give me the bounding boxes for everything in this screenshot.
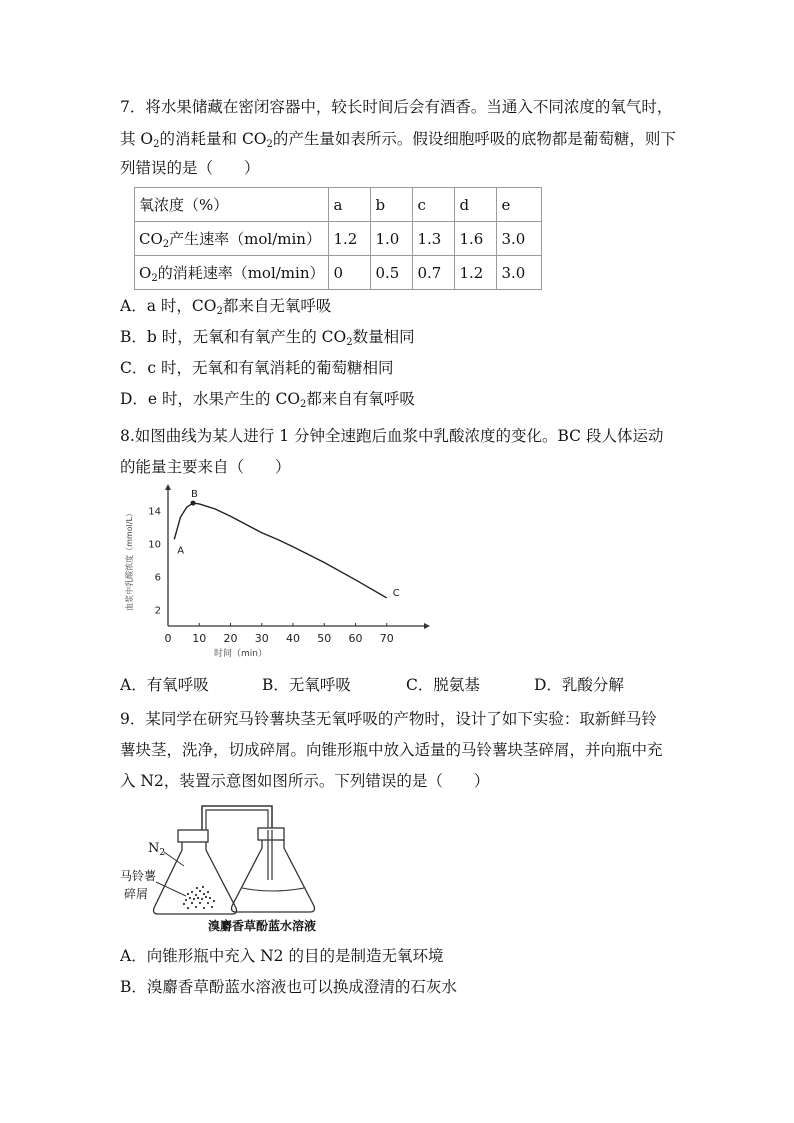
- apparatus-diagram: [118, 800, 438, 935]
- subscript-2: 2: [266, 139, 273, 150]
- y-tick-label: 6: [154, 572, 161, 584]
- row-label-a: CO: [139, 230, 163, 248]
- q7-option-a: [120, 295, 331, 317]
- table-cell: 0: [329, 256, 371, 290]
- point-label-c: C: [392, 587, 400, 599]
- y-axis-label: 血浆中乳酸浓度（mmol/L）: [125, 509, 134, 611]
- q7-stem-text-2c: 的产生量如表所示。假设细胞呼吸的底物都是葡萄糖，则下: [272, 130, 676, 148]
- option-text: C．c 时，无氧和有氧消耗的葡萄糖相同: [120, 359, 394, 377]
- option-text: D．e 时，水果产生的 CO: [120, 390, 301, 408]
- q8-stem-line-2: [120, 456, 291, 478]
- q7-option-d: [120, 388, 415, 410]
- y-axis-arrow: [165, 484, 171, 490]
- n2-label-subscript: 2: [159, 848, 166, 858]
- subscript-2: 2: [162, 239, 170, 250]
- table-row-label: [135, 256, 329, 290]
- x-tick-label: 20: [223, 632, 238, 645]
- q7-stem-line-2: [120, 128, 676, 150]
- n2-pointer: [164, 852, 184, 866]
- table-row: [135, 188, 542, 222]
- table-cell: 1.0: [371, 222, 413, 256]
- left-flask: [154, 830, 237, 914]
- x-tick-label: 0: [164, 632, 172, 645]
- table-header-cell: a: [329, 188, 371, 222]
- y-tick-label: 10: [148, 539, 161, 551]
- x-axis-label: 时间（min）: [214, 649, 267, 659]
- row-label-b: 的消耗速率（mol/min）: [157, 264, 325, 282]
- q9-stem-line-2: [120, 739, 663, 761]
- x-tick-label: 70: [379, 632, 394, 645]
- q9-stem-line-3: [120, 770, 489, 792]
- x-tick-label: 30: [254, 632, 269, 645]
- table-cell: 0.5: [371, 256, 413, 290]
- q8-stem-text-2: 的能量主要来自（ ）: [120, 458, 291, 476]
- lactate-chart: [118, 484, 438, 664]
- potato-label-2: 碎屑: [124, 887, 149, 901]
- q8-options: [120, 674, 624, 696]
- option-text: A．a 时，CO: [120, 297, 217, 315]
- table-header-cell: e: [497, 188, 542, 222]
- row-label-b: 产生速率（mol/min）: [169, 230, 321, 248]
- table-cell: 3.0: [497, 256, 542, 290]
- x-tick-label: 10: [192, 632, 207, 645]
- point-label-a: A: [177, 545, 185, 557]
- option-text: 数量相同: [352, 328, 415, 346]
- x-tick-label: 40: [286, 632, 300, 645]
- q8-stem-text-1: 8.如图曲线为某人进行 1 分钟全速跑后血浆中乳酸浓度的变化。BC 段人体运动: [120, 427, 664, 445]
- q9-stem-text-3: 入 N2，装置示意图如图所示。下列错误的是（ ）: [120, 772, 490, 790]
- q8-option-b: B．无氧呼吸: [262, 676, 351, 694]
- right-flask: [232, 828, 315, 912]
- x-tick-label: 60: [348, 632, 363, 645]
- point-label-b: B: [191, 489, 198, 501]
- table-header-cell: d: [455, 188, 497, 222]
- q9-stem-text-1: 9．某同学在研究马铃薯块茎无氧呼吸的产物时，设计了如下实验：取新鲜马铃: [120, 710, 657, 728]
- solution-surface: [242, 888, 304, 891]
- n2-label: [148, 841, 165, 858]
- q8-option-c: C．脱氨基: [406, 676, 480, 694]
- option-text: 都来自无氧呼吸: [222, 297, 332, 315]
- chart-series: [174, 501, 387, 598]
- table-cell: 1.6: [455, 222, 497, 256]
- table-row: [135, 222, 542, 256]
- lactate-curve: [174, 503, 387, 598]
- x-tick-label: 50: [317, 632, 332, 645]
- option-text: B．溴麝香草酚蓝水溶液也可以换成澄清的石灰水: [120, 978, 457, 996]
- q7-stem-line-3: [120, 157, 260, 179]
- solution-label: 溴麝香草酚蓝水溶液: [208, 919, 317, 933]
- table-header-cell: 氧浓度（%）: [135, 188, 329, 222]
- option-text: 都来自有氧呼吸: [306, 390, 415, 408]
- option-text: A．向锥形瓶中充入 N2 的目的是制造无氧环境: [120, 947, 444, 965]
- y-tick-label: 14: [148, 506, 161, 518]
- q8-stem-line-1: [120, 425, 663, 447]
- option-text: B．b 时，无氧和有氧产生的 CO: [120, 328, 347, 346]
- table-cell: 0.7: [413, 256, 455, 290]
- potato-label-1: 马铃薯: [120, 869, 157, 883]
- q7-stem-text-3: 列错误的是（ ）: [120, 159, 260, 177]
- table-cell: 3.0: [497, 222, 542, 256]
- table-header-cell: b: [371, 188, 413, 222]
- q9-stem-line-1: [120, 708, 657, 730]
- table-row-label: [135, 222, 329, 256]
- subscript-2: 2: [216, 306, 223, 317]
- table-cell: 1.2: [455, 256, 497, 290]
- q7-data-table: [134, 187, 542, 290]
- q7-stem-text-1: 7．将水果储藏在密闭容器中，较长时间后会有酒香。当通入不同浓度的氧气时，: [120, 98, 673, 116]
- q9-option-a: [120, 945, 443, 967]
- subscript-2: 2: [153, 139, 160, 150]
- q7-stem-line-1: [120, 96, 672, 118]
- q7-option-c: [120, 357, 393, 379]
- q7-stem-text-2a: 其 O: [120, 130, 154, 148]
- q9-option-b: [120, 976, 457, 998]
- y-tick-label: 2: [154, 605, 161, 617]
- q8-option-a: A．有氧呼吸: [120, 676, 209, 694]
- chart-ticks: [148, 507, 393, 646]
- subscript-2: 2: [151, 273, 158, 284]
- x-axis-arrow: [424, 623, 430, 629]
- subscript-2: 2: [300, 399, 307, 410]
- table-cell: 1.2: [329, 222, 371, 256]
- n2-label-text: N: [148, 841, 160, 856]
- q7-option-b: [120, 326, 415, 348]
- table-cell: 1.3: [413, 222, 455, 256]
- table-row: [135, 256, 542, 290]
- table-header-cell: c: [413, 188, 455, 222]
- q8-option-d: D．乳酸分解: [534, 676, 624, 694]
- row-label-a: O: [139, 264, 152, 282]
- subscript-2: 2: [346, 337, 353, 348]
- q9-stem-text-2: 薯块茎，洗净，切成碎屑。向锥形瓶中放入适量的马铃薯块茎碎屑，并向瓶中充: [120, 741, 663, 759]
- q7-stem-text-2b: 的消耗量和 CO: [159, 130, 267, 148]
- peak-point-b: [191, 501, 196, 506]
